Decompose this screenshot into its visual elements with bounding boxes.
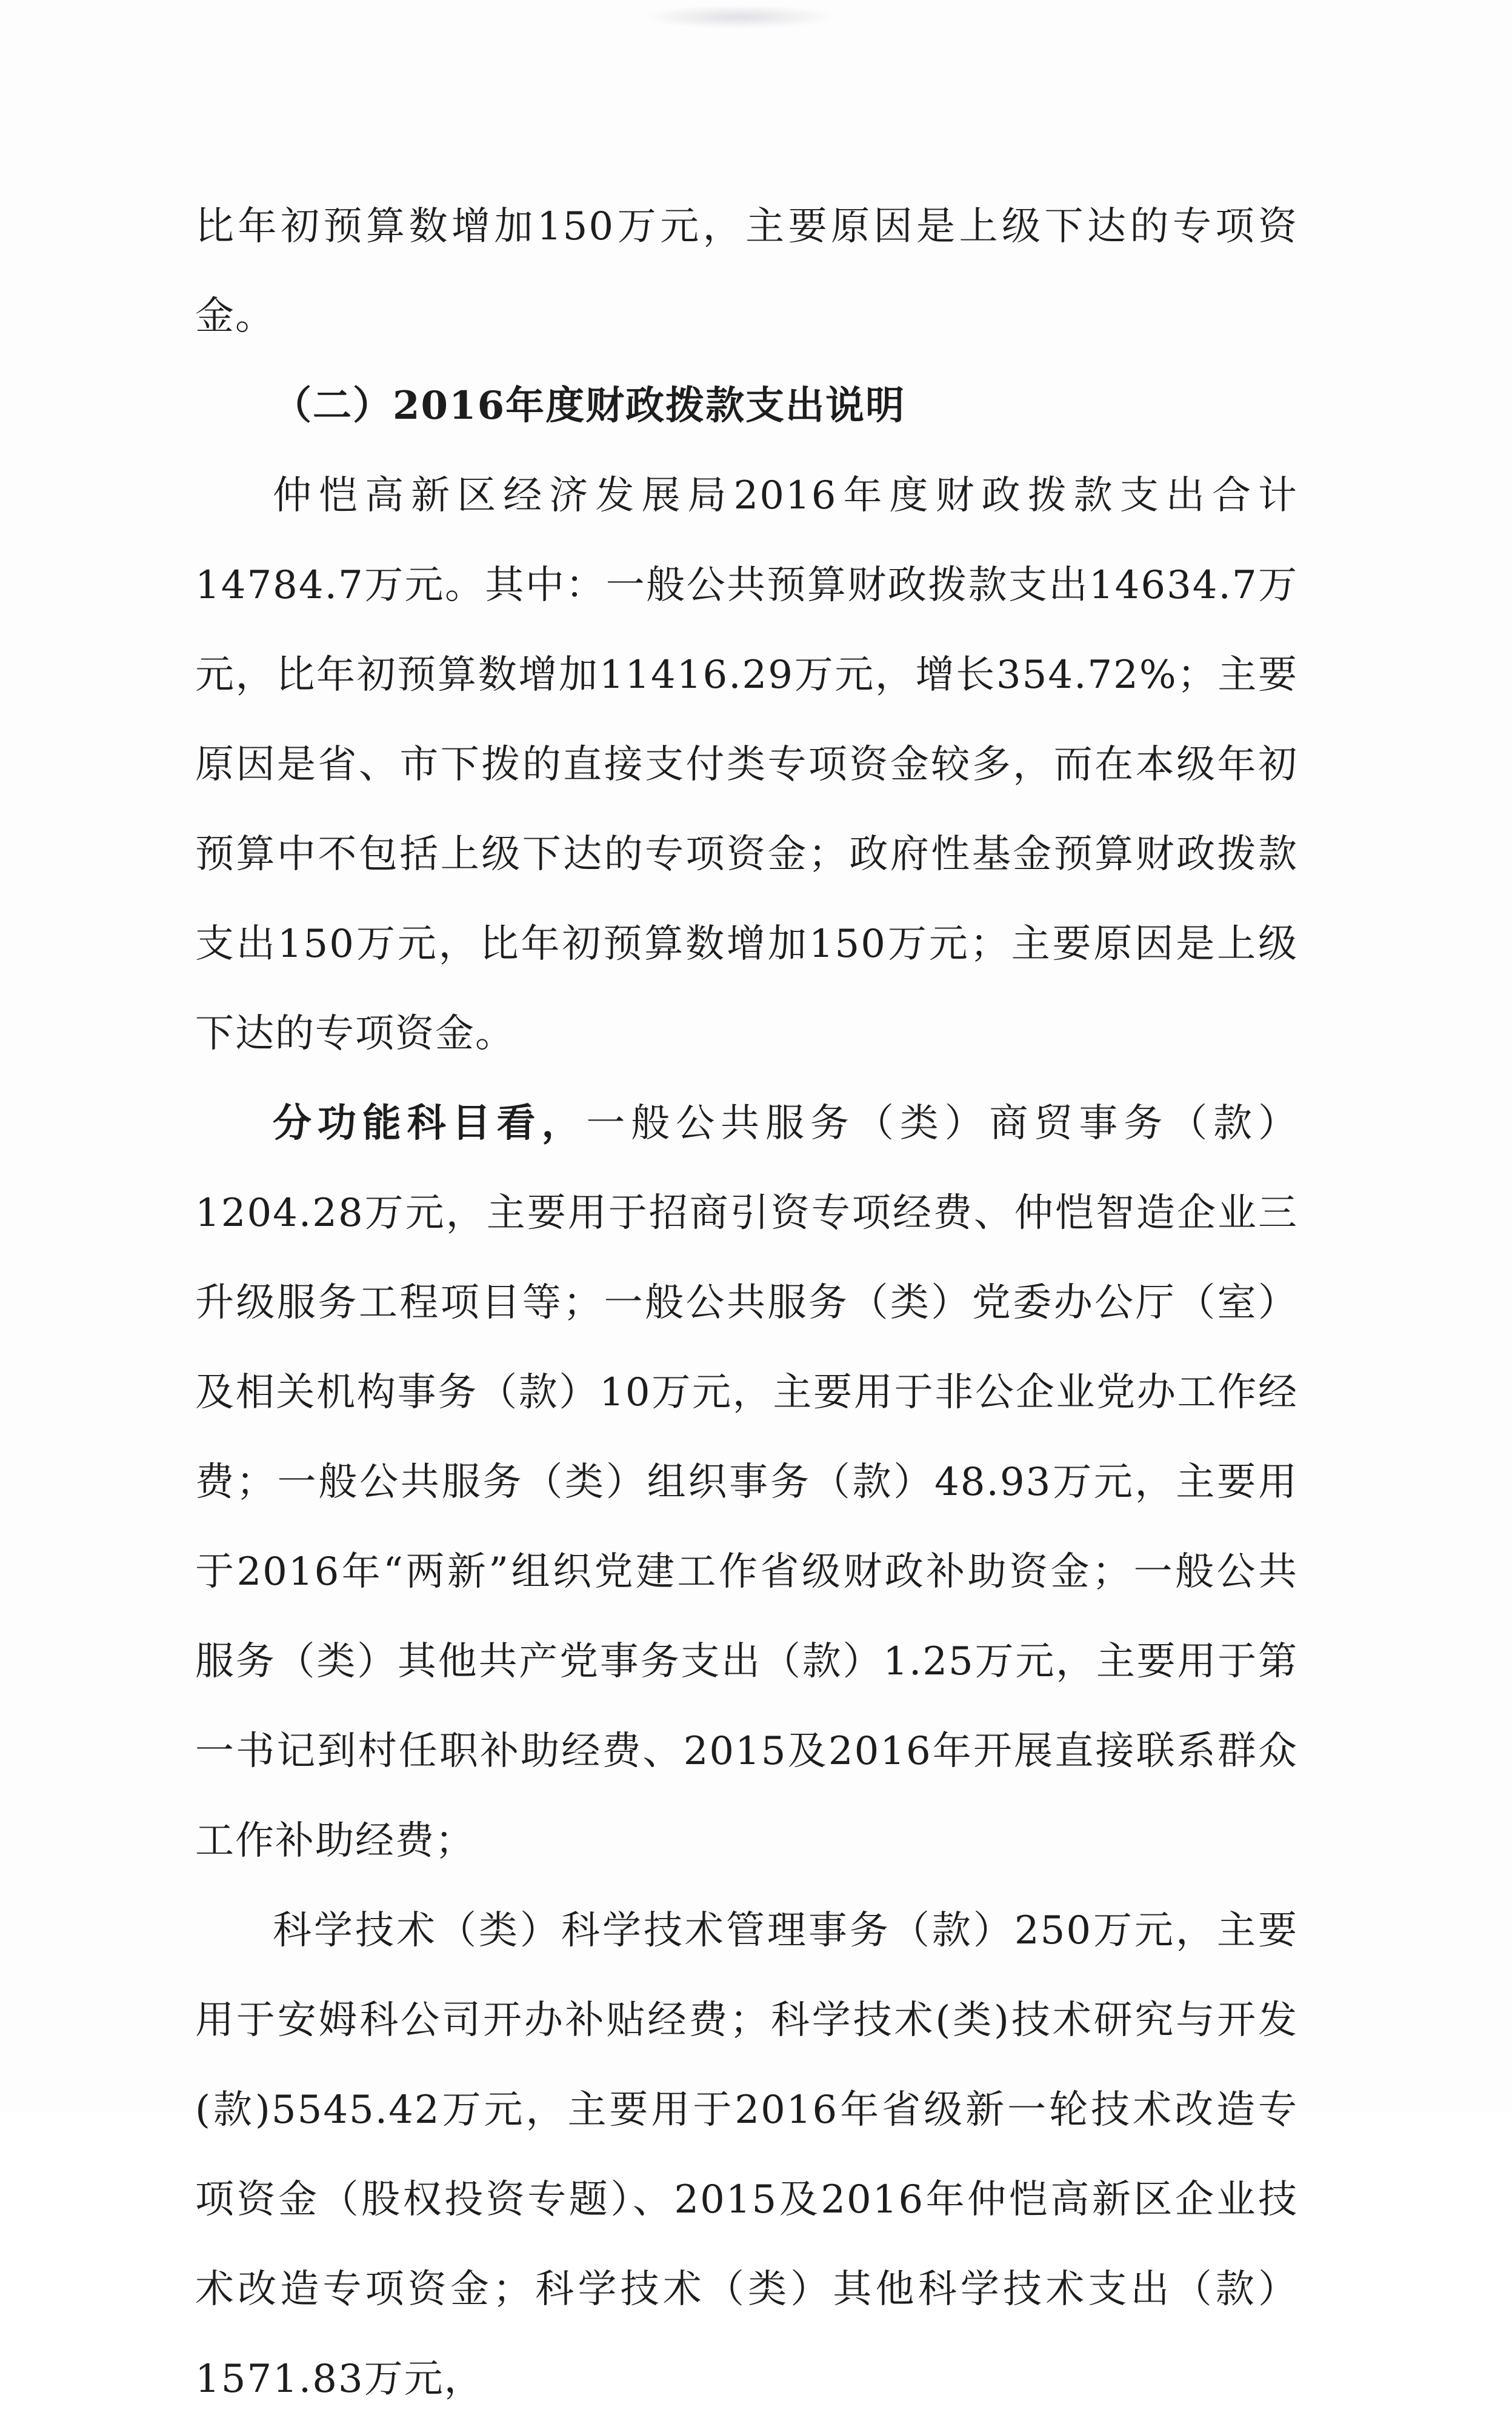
- paragraph-body: 一般公共服务（类）商贸事务（款）1204.28万元，主要用于招商引资专项经费、仲恺智造企业三升级服务工程项目等；一般公共服务（类）党委办公厅（室）及相关机构事务（款）10万元，主要用于非公企业党办工作经费；一般公共服务（类）组织事务（款）48.93万元，主要用于2016年“两新”组织党建工作省级财政补助资金；一般公共服务（类）其他共产党事务支出（款）1.25万元，主要用于第一书记到村任职补助经费、2015及2016年开展直接联系群众工作补助经费；: [195, 1101, 1299, 1863]
- paragraph-lead: 分功能科目看，: [273, 1100, 587, 1146]
- section-heading: （二）2016年度财政拨款支出说明: [273, 383, 906, 428]
- scan-artifact: [642, 5, 836, 29]
- paragraph-expenditure-summary: 仲恺高新区经济发展局2016年度财政拨款支出合计14784.7万元。其中：一般公共预算财政拨款支出14634.7万元，比年初预算数增加11416.29万元，增长354.72%；主要原因是省、市下拨的直接支付类专项资金较多，而在本级年初预算中不包括上级下达的专项资金；政府性基金预算财政拨款支出150万元，比年初预算数增加150万元；主要原因是上级下达的专项资金。: [195, 473, 1298, 1056]
- paragraph-functional-subjects: [195, 1079, 1298, 1886]
- paragraph-science-technology: 科学技术（类）科学技术管理事务（款）250万元，主要用于安姆科公司开办补贴经费；科学技术(类)技术研究与开发(款)5545.42万元，主要用于2016年省级新一轮技术改造专项资金（股权投资专题）、2015及2016年仲恺高新区企业技术改造专项资金；科学技术（类）其他科学技术支出（款）1571.83万元，: [195, 1908, 1298, 2402]
- document-body: [195, 182, 1298, 2424]
- paragraph-continuation: 比年初预算数增加150万元，主要原因是上级下达的专项资金。: [195, 204, 1298, 339]
